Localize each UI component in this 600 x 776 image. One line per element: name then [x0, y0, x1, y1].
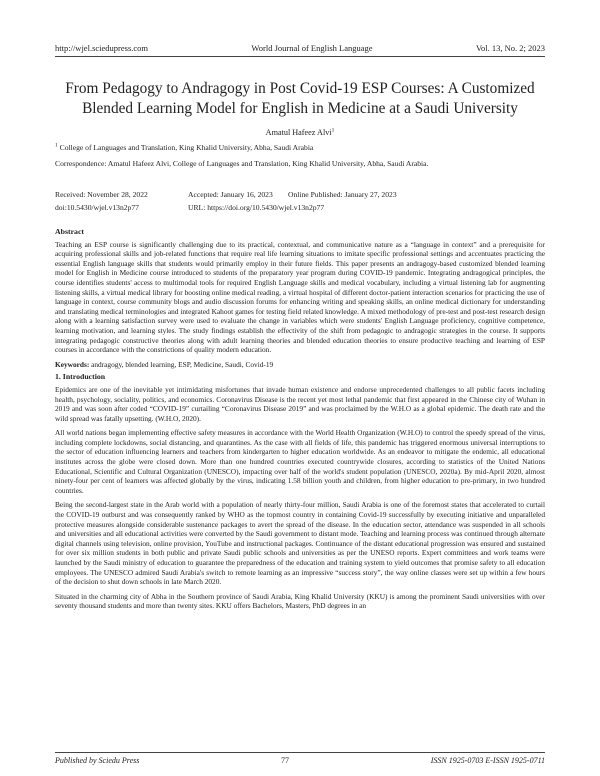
volume-info: Vol. 13, No. 2; 2023	[475, 43, 545, 53]
keywords-label: Keywords:	[55, 359, 90, 369]
author-name: Amatul Hafeez Alvi	[265, 128, 332, 137]
title-line-2: Blended Learning Model for English in Medicine at a Saudi University	[82, 100, 518, 117]
running-header	[55, 43, 545, 57]
accepted-date: Accepted: January 16, 2023	[188, 190, 273, 199]
intro-paragraph-1: Epidemics are one of the inevitable yet intimidating misfortunes that invade human existence and endorse unprecedented challenges to all public facets including health, psychology, sociality, politics, and economics. Coronavirus Disease is the recent yet most lethal pandemic that first appeared in the Chinese city of Wuhan in 2019 and was soon after coded “COVID-19” curtailing “Coronavirus Disease 2019” and was proclaimed by the W.H.O as a global epidemic. The death rate and the wild spread was fatally upsetting. (W.H.O, 2020).	[55, 384, 545, 423]
keywords-list: andragogy, blended learning, ESP, Medicine, Saudi, Covid-19	[91, 359, 274, 369]
intro-paragraph-4: Situated in the charming city of Abha in the Southern province of Saudi Arabia, King Khalid University (KKU) is among the prominent Saudi universities with over seventy thousand students and more than twenty sites. KKU offers Bachelors, Masters, PhD degrees in an	[55, 591, 545, 611]
abstract-heading: Abstract	[55, 227, 85, 236]
correspondence: Correspondence: Amatul Hafeez Alvi, College of Languages and Translation, King Khalid University, Abha, Saudi Arabia.	[55, 159, 429, 168]
title-line-1: From Pedagogy to Andragogy in Post Covid-19 ESP Courses: A Customized	[65, 80, 535, 97]
published-date: Online Published: January 27, 2023	[288, 190, 397, 199]
intro-paragraph-2: All world nations began implementing effective safety measures in accordance with the World Health Organization (W.H.O) to control the speedy spread of the virus, including complete lockdowns, social distancing, and quarantines. As the case with all fields of life, this pandemic has triggered enormous universal interruptions to the sector of education influencing learners and teachers from kindergarten to higher education worldwide. As an endeavor to mitigate the endemic, all educational institutes across the globe were closed down. More than one hundred countries executed countrywide closures, according to statistics of the United Nations Educational, Scientific and Cultural Organization (UNESCO), impacting over half of the world's student population (UNESCO, 2020a). By mid-April 2020, almost ninety-four per cent of learners was affected globally by the virus, indicating 1.58 billion youth and children, from higher education to pre-primary, in two hundred countries.	[55, 428, 545, 495]
author-affiliation-mark: 1	[331, 127, 335, 134]
journal-url[interactable]: http://wjel.sciedupress.com	[55, 43, 149, 53]
section-heading-introduction: 1. Introduction	[55, 372, 106, 382]
journal-name: World Journal of English Language	[251, 43, 373, 53]
issn: ISSN 1925-0703 E-ISSN 1925-0711	[430, 756, 545, 765]
affiliation-mark: 1	[55, 142, 58, 149]
doi: doi:10.5430/wjel.v13n2p77	[55, 203, 139, 212]
affiliation	[55, 143, 545, 152]
author-line	[55, 128, 545, 137]
affiliation-text: College of Languages and Translation, King Khalid University, Abha, Saudi Arabia	[59, 143, 314, 152]
doi-url[interactable]: URL: https://doi.org/10.5430/wjel.v13n2p77	[188, 203, 325, 212]
publication-dates	[55, 188, 545, 214]
intro-paragraph-3: Being the second-largest state in the Arab world with a population of nearly thirty-four million, Saudi Arabia is one of the foremost states that accelerated to curtail the COVID-19 outburst and was consequently ranked by WHO as the topmost country in containing Covid-19 successfully by executing initiative and unparalleled protective measures alongside considerable sustenance packages to avert the spread of the disease. In the education sector, attendance was suspended in all schools and universities and all educational activities were converted by the Saudi government to distant mode. Teaching and learning process was continued through alternate digital channels using television, online provision, YouTube and instructional packages. Continuance of the distant educational progression was ensured and sustained for over six million students in both public and private Saudi public schools and universities as per the UNESO reports. Expert committees and work teams were launched by the Saudi ministry of education to guarantee the preparedness of the education and training system to yield outcomes that promise safety to all education employees. The UNESCO admired Saudi Arabia's switch to remote learning as an impressive “success story”, the way online classes were set up within a few hours of the decision to shut down schools in late March 2020.	[55, 500, 545, 587]
paper-title	[55, 79, 545, 119]
page-number: 77	[281, 756, 290, 765]
keywords	[55, 360, 545, 370]
publisher: Published by Sciedu Press	[55, 756, 140, 765]
page-footer	[55, 752, 545, 765]
received-date: Received: November 28, 2022	[55, 190, 148, 199]
abstract-text: Teaching an ESP course is significantly challenging due to its practical, contextual, and communicative nature as a “language in context” and a prerequisite for acquiring professional skills and job-related functions that require real life learning situations to imitate specific professional settings and accentuates practicing the essential English language skills that students would primarily employ in their future fields. This paper presents an andragogy-based customized blended learning model for English in Medicine course introduced to students of the preparatory year program during COVID-19 pandemic. Integrating andragogical principles, the course identifies students' access to multimodal tools for required English Language skills and medical vocabulary, including a virtual listening lab for augmenting listening skills, a virtual medical library for boosting online medical reading, a virtual hospital of different doctor-patient interaction scenarios for practicing the use of language in context, course community blogs and audio discussion forums for enhancing writing and speaking skills, an online medical dictionary for understanding and translating medical terminologies and integrated Kahoot games for testing field related knowledge. A mixed methodology of pre-test and post-test research design along with a learning satisfaction survey were used to evaluate the change in variables which were students' English Language proficiency, cognitive competence, learning motivation, and learning styles. The study findings establish the effectivity of the shift from pedagogic to andragogic strategies in the course. It supports integrating pedagogic constructive theories along with adult learning theories and blended education theories to ensure productive teaching and learning of ESP courses in accordance with the constrictions of quality modern education.	[55, 239, 545, 355]
paper-body	[55, 227, 545, 616]
